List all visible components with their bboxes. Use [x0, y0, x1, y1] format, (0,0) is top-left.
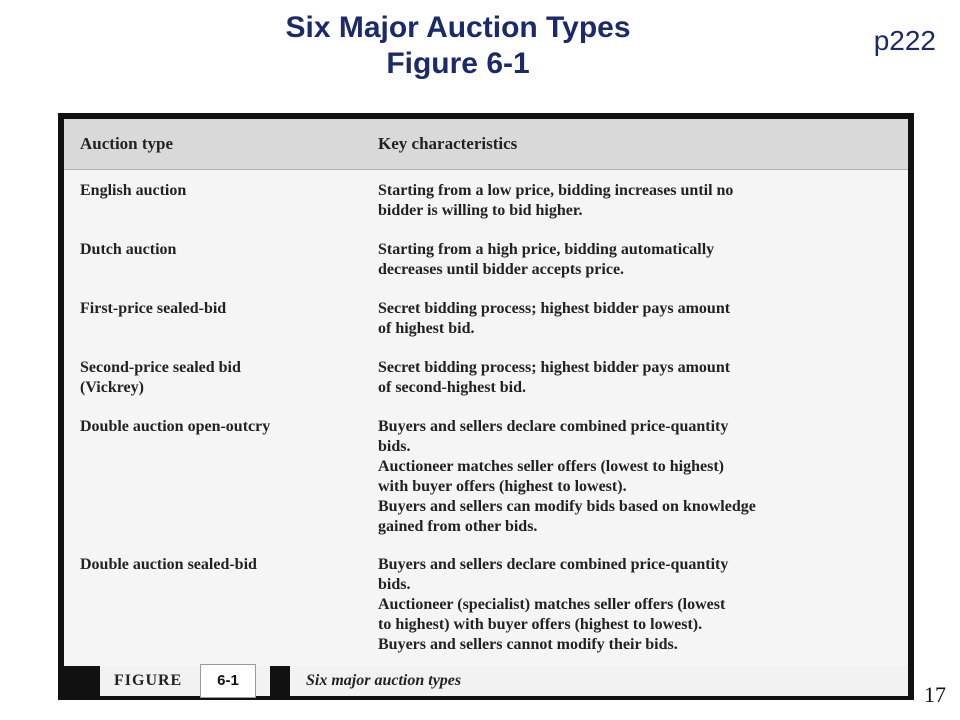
characteristic-line: gained from other bids. — [378, 518, 538, 535]
auction-type-text: Dutch auction — [80, 241, 177, 258]
slide-title-line-2: Figure 6-1 — [386, 47, 530, 80]
caption-label: FIGURE — [114, 672, 183, 689]
characteristics-cell — [378, 299, 898, 339]
figure-number-overlay: 6-1 — [200, 664, 256, 698]
auction-type-cell — [80, 555, 370, 575]
table-header — [64, 119, 908, 170]
characteristic-line: decreases until bidder accepts price. — [378, 261, 625, 278]
auction-type-text: Second-price sealed bid — [80, 359, 241, 376]
characteristic-line: Starting from a high price, bidding automatically — [378, 241, 715, 258]
characteristic-line: bids. — [378, 438, 411, 455]
characteristics-cell — [378, 358, 898, 398]
characteristics-cell — [378, 417, 898, 537]
auction-type-text: (Vickrey) — [80, 379, 144, 396]
caption-divider — [270, 666, 290, 696]
header-auction-type: Auction type — [80, 134, 174, 153]
auction-type-text: English auction — [80, 182, 187, 199]
auction-type-cell — [80, 358, 370, 398]
figure-table — [64, 119, 908, 666]
characteristic-line: Auctioneer (specialist) matches seller offers (lowest — [378, 596, 726, 613]
figure-frame — [58, 113, 914, 700]
characteristic-line: Buyers and sellers declare combined price-quantity — [378, 418, 729, 435]
characteristic-line: Buyers and sellers cannot modify their bids. — [378, 636, 678, 653]
figure-caption — [58, 666, 914, 700]
page-reference: p222 — [873, 25, 936, 56]
auction-type-cell — [80, 181, 370, 201]
caption-title: Six major auction types — [306, 672, 462, 689]
characteristic-line: of highest bid. — [378, 320, 475, 337]
characteristics-cell — [378, 181, 898, 221]
characteristic-line: Buyers and sellers declare combined price-quantity — [378, 556, 729, 573]
characteristics-cell — [378, 240, 898, 280]
auction-type-cell — [80, 299, 370, 319]
characteristic-line: bids. — [378, 576, 411, 593]
slide-title-line-1: Six Major Auction Types — [285, 11, 631, 44]
slide-title — [0, 10, 916, 82]
characteristic-line: to highest) with buyer offers (highest to lowest). — [378, 616, 703, 633]
characteristic-line: Starting from a low price, bidding increases until no — [378, 182, 734, 199]
characteristic-line: of second-highest bid. — [378, 379, 527, 396]
characteristic-line: with buyer offers (highest to lowest). — [378, 478, 627, 495]
characteristic-line: bidder is willing to bid higher. — [378, 202, 583, 219]
auction-type-text: Double auction open-outcry — [80, 418, 271, 435]
header-key-characteristics: Key characteristics — [378, 134, 518, 153]
auction-type-cell — [80, 417, 370, 437]
characteristic-line: Buyers and sellers can modify bids based on knowledge — [378, 498, 756, 515]
characteristic-line: Auctioneer matches seller offers (lowest to highest) — [378, 458, 724, 475]
slide-number: 17 — [924, 682, 946, 707]
characteristic-line: Secret bidding process; highest bidder pays amount — [378, 359, 731, 376]
characteristic-line: Secret bidding process; highest bidder pays amount — [378, 300, 731, 317]
auction-type-cell — [80, 240, 370, 260]
auction-type-text: Double auction sealed-bid — [80, 556, 257, 573]
auction-type-text: First-price sealed-bid — [80, 300, 227, 317]
characteristics-cell — [378, 555, 898, 655]
